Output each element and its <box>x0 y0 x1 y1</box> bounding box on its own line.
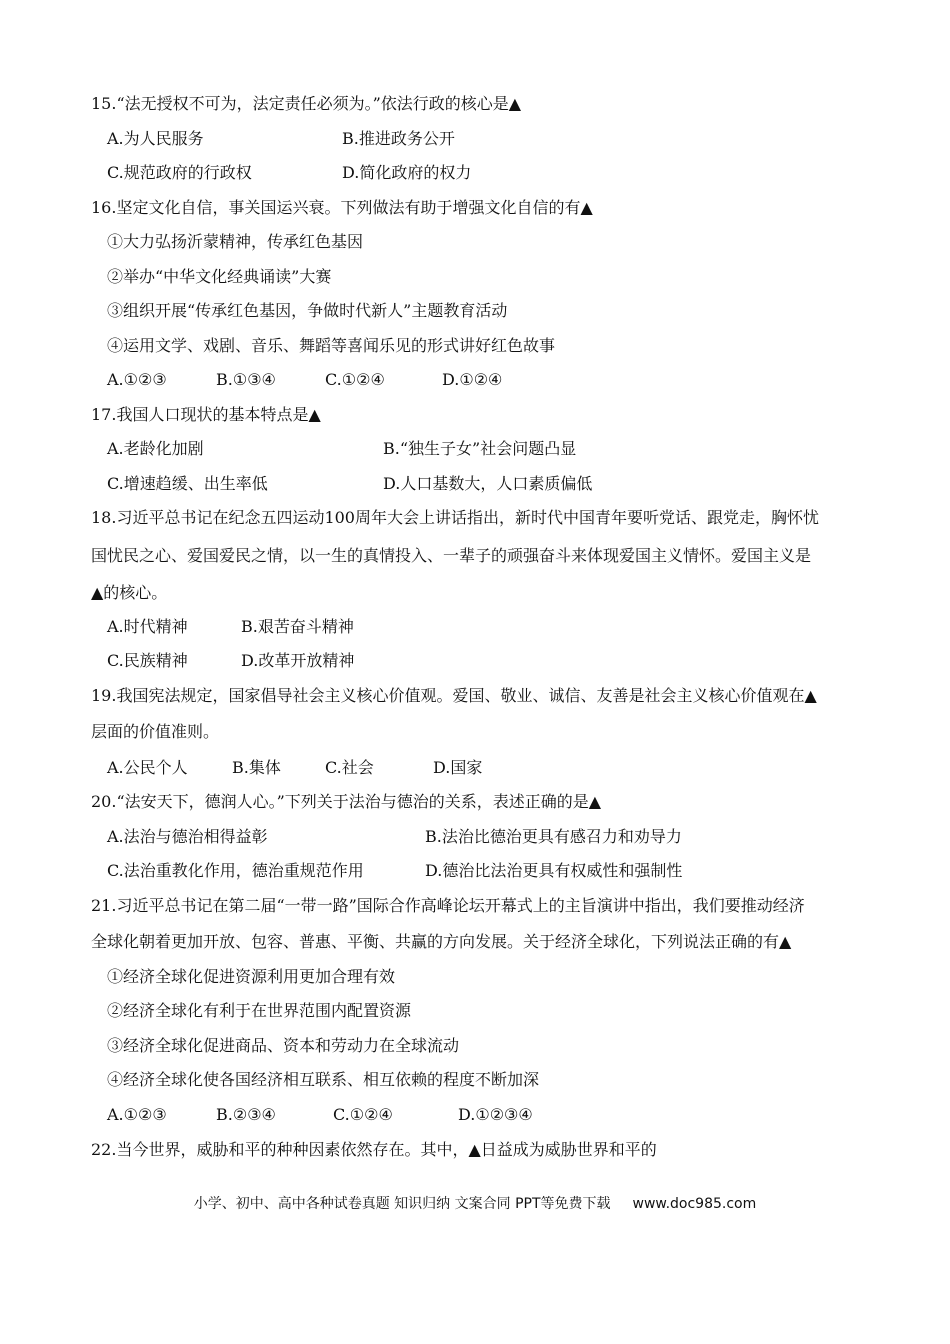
q21-option-d: D.①②③④ <box>458 1105 533 1124</box>
q16-item-4: ④运用文学、戏剧、音乐、舞蹈等喜闻乐见的形式讲好红色故事 <box>107 336 556 355</box>
q18-option-d: D.改革开放精神 <box>241 651 355 670</box>
q20-option-c: C.法治重教化作用，德治重规范作用 <box>107 861 364 880</box>
question-16-stem: 16.坚定文化自信，事关国运兴衰。下列做法有助于增强文化自信的有▲ <box>91 198 593 217</box>
q17-option-c: C.增速趋缓、出生率低 <box>107 474 268 493</box>
question-22-stem: 22.当今世界，威胁和平的种种因素依然存在。其中，▲日益成为威胁世界和平的 <box>91 1140 657 1159</box>
q20-option-a: A.法治与德治相得益彰 <box>107 827 268 846</box>
question-15-stem: 15.“法无授权不可为，法定责任必须为。”依法行政的核心是▲ <box>91 94 522 113</box>
q19-option-d: D.国家 <box>433 758 483 777</box>
q15-option-c: C.规范政府的行政权 <box>107 163 252 182</box>
question-21-stem-line-1: 21.习近平总书记在第二届“一带一路”国际合作高峰论坛开幕式上的主旨演讲中指出，我们要推动经济 <box>91 896 805 915</box>
q15-option-b: B.推进政务公开 <box>342 129 455 148</box>
q16-option-d: D.①②④ <box>442 370 503 389</box>
q17-option-d: D.人口基数大，人口素质偏低 <box>383 474 593 493</box>
q16-item-1: ①大力弘扬沂蒙精神，传承红色基因 <box>107 232 364 251</box>
q21-option-b: B.②③④ <box>216 1105 276 1124</box>
question-17-stem: 17.我国人口现状的基本特点是▲ <box>91 405 321 424</box>
q19-option-a: A.公民个人 <box>107 758 188 777</box>
q19-option-c: C.社会 <box>325 758 374 777</box>
q20-option-b: B.法治比德治更具有感召力和劝导力 <box>425 827 682 846</box>
q18-option-c: C.民族精神 <box>107 651 188 670</box>
question-18-stem-line-3: ▲的核心。 <box>91 583 168 602</box>
q16-option-c: C.①②④ <box>325 370 385 389</box>
q18-option-a: A.时代精神 <box>107 617 188 636</box>
q15-option-a: A.为人民服务 <box>107 129 204 148</box>
q15-option-d: D.简化政府的权力 <box>342 163 472 182</box>
q20-option-d: D.德治比法治更具有权威性和强制性 <box>425 861 683 880</box>
q19-option-b: B.集体 <box>232 758 281 777</box>
question-19-stem-line-2: 层面的价值准则。 <box>91 722 220 741</box>
q21-item-3: ③经济全球化促进商品、资本和劳动力在全球流动 <box>107 1036 460 1055</box>
q21-item-1: ①经济全球化促进资源利用更加合理有效 <box>107 967 396 986</box>
question-18-stem-line-1: 18.习近平总书记在纪念五四运动100周年大会上讲话指出，新时代中国青年要听党话、跟党走，胸怀忧 <box>91 508 819 527</box>
q21-item-2: ②经济全球化有利于在世界范围内配置资源 <box>107 1001 412 1020</box>
question-20-stem: 20.“法安天下，德润人心。”下列关于法治与德治的关系，表述正确的是▲ <box>91 792 602 811</box>
question-19-stem-line-1: 19.我国宪法规定，国家倡导社会主义核心价值观。爱国、敬业、诚信、友善是社会主义核心价值观在▲ <box>91 686 817 705</box>
q16-option-b: B.①③④ <box>216 370 276 389</box>
q17-option-a: A.老龄化加剧 <box>107 439 204 458</box>
page-footer <box>0 1193 950 1213</box>
q17-option-b: B.“独生子女”社会问题凸显 <box>383 439 577 458</box>
question-21-stem-line-2: 全球化朝着更加开放、包容、普惠、平衡、共赢的方向发展。关于经济全球化，下列说法正确的有▲ <box>91 932 792 951</box>
footer-url-link[interactable]: www.doc985.com <box>632 1196 757 1212</box>
q16-item-3: ③组织开展“传承红色基因，争做时代新人”主题教育活动 <box>107 301 508 320</box>
q21-item-4: ④经济全球化使各国经济相互联系、相互依赖的程度不断加深 <box>107 1070 540 1089</box>
q18-option-b: B.艰苦奋斗精神 <box>241 617 354 636</box>
q21-option-a: A.①②③ <box>107 1105 167 1124</box>
footer-text: 小学、初中、高中各种试卷真题 知识归纳 文案合同 PPT等免费下载 <box>193 1196 611 1212</box>
q16-item-2: ②举办“中华文化经典诵读”大赛 <box>107 267 332 286</box>
question-18-stem-line-2: 国忧民之心、爱国爱民之情，以一生的真情投入、一辈子的顽强奋斗来体现爱国主义情怀。爱国主义是 <box>91 546 812 565</box>
q16-option-a: A.①②③ <box>107 370 167 389</box>
q21-option-c: C.①②④ <box>333 1105 393 1124</box>
